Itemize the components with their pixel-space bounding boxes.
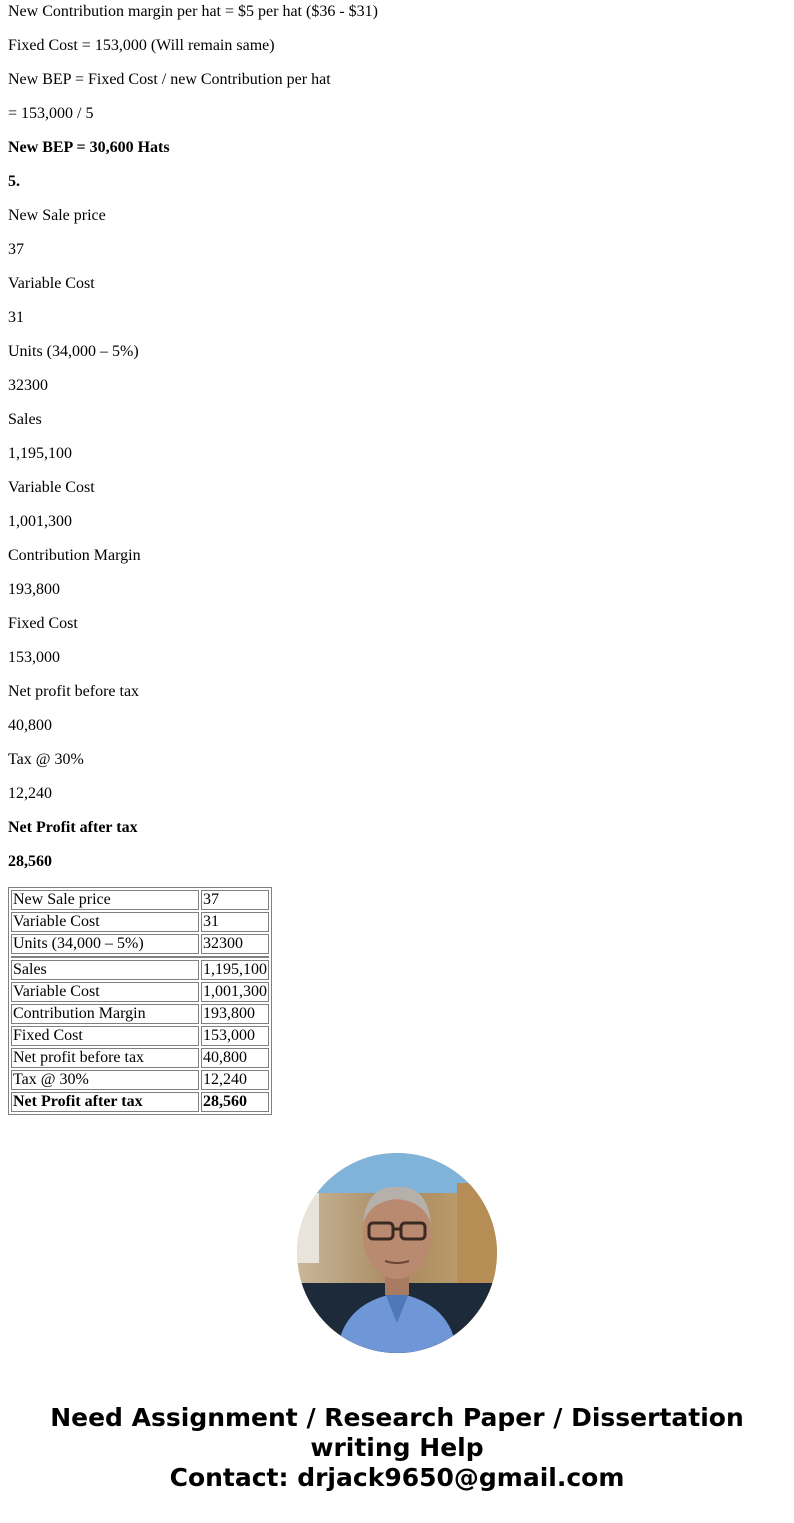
paragraph: Units (34,000 – 5%) [8, 343, 139, 360]
row-value: 32300 [201, 934, 269, 954]
table-row [11, 1004, 269, 1024]
row-value: 28,560 [201, 1092, 269, 1112]
row-value: 1,195,100 [203, 961, 267, 978]
paragraph: New Sale price [8, 207, 106, 224]
paragraph: 153,000 [8, 649, 60, 666]
paragraph: New BEP = Fixed Cost / new Contribution per hat [8, 71, 331, 88]
document-body [8, 0, 788, 884]
row-label: Variable Cost [11, 912, 199, 932]
paragraph: 40,800 [8, 717, 52, 734]
row-value: 153,000 [201, 1026, 269, 1046]
table-row [11, 1092, 269, 1112]
paragraph: 37 [8, 241, 24, 258]
paragraph: New BEP = 30,600 Hats [8, 139, 170, 156]
paragraph: Net Profit after tax [8, 819, 138, 836]
table-row [11, 890, 269, 910]
paragraph: 31 [8, 309, 24, 326]
row-label: Fixed Cost [11, 1026, 199, 1046]
row-label: Sales [11, 960, 199, 980]
row-value: 37 [201, 890, 269, 910]
paragraph: Fixed Cost = 153,000 (Will remain same) [8, 37, 275, 54]
table-row [11, 982, 269, 1002]
author-photo [297, 1153, 497, 1353]
row-value: 193,800 [201, 1004, 269, 1024]
row-value: 40,800 [201, 1048, 269, 1068]
cta-contact-email: Contact: drjack9650@gmail.com [169, 1463, 625, 1492]
paragraph: Variable Cost [8, 479, 95, 496]
paragraph: 1,195,100 [8, 445, 72, 462]
cta-line-1: Need Assignment / Research Paper / Dissertation [50, 1403, 744, 1432]
table-row [11, 912, 269, 932]
paragraph: Net profit before tax [8, 683, 140, 700]
table-row [11, 1048, 269, 1068]
row-label: Net Profit after tax [11, 1092, 199, 1112]
paragraph: 28,560 [8, 853, 52, 870]
paragraph: Contribution Margin [8, 547, 141, 564]
row-label: New Sale price [11, 890, 199, 910]
paragraph: = 153,000 / 5 [8, 105, 94, 122]
row-label: Tax @ 30% [11, 1070, 199, 1090]
paragraph: New Contribution margin per hat = $5 per hat ($36 - $31) [8, 3, 378, 20]
table-spacer-row [11, 956, 269, 958]
row-label: Units (34,000 – 5%) [11, 934, 199, 954]
cta-line-2: writing Help [310, 1433, 484, 1462]
table-row [11, 1070, 269, 1090]
paragraph: 193,800 [8, 581, 60, 598]
row-label: Variable Cost [11, 982, 199, 1002]
row-value: 12,240 [201, 1070, 269, 1090]
paragraph: 1,001,300 [8, 513, 72, 530]
row-label: Contribution Margin [11, 1004, 199, 1024]
author-avatar [297, 1153, 497, 1353]
row-label: Net profit before tax [11, 1048, 199, 1068]
profit-calculation-table [8, 887, 272, 1115]
table-row [11, 960, 269, 980]
paragraph: Tax @ 30% [8, 751, 84, 768]
paragraph: Sales [8, 411, 42, 428]
paragraph: 32300 [8, 377, 48, 394]
contact-banner [0, 1403, 794, 1493]
paragraph: Variable Cost [8, 275, 95, 292]
row-value: 31 [201, 912, 269, 932]
spacer-cell [11, 956, 269, 958]
paragraph: 5. [8, 173, 20, 190]
table-row [11, 934, 269, 954]
paragraph: Fixed Cost [8, 615, 78, 632]
table-row [11, 1026, 269, 1046]
paragraph: 12,240 [8, 785, 52, 802]
row-value: 1,001,300 [203, 983, 267, 1000]
